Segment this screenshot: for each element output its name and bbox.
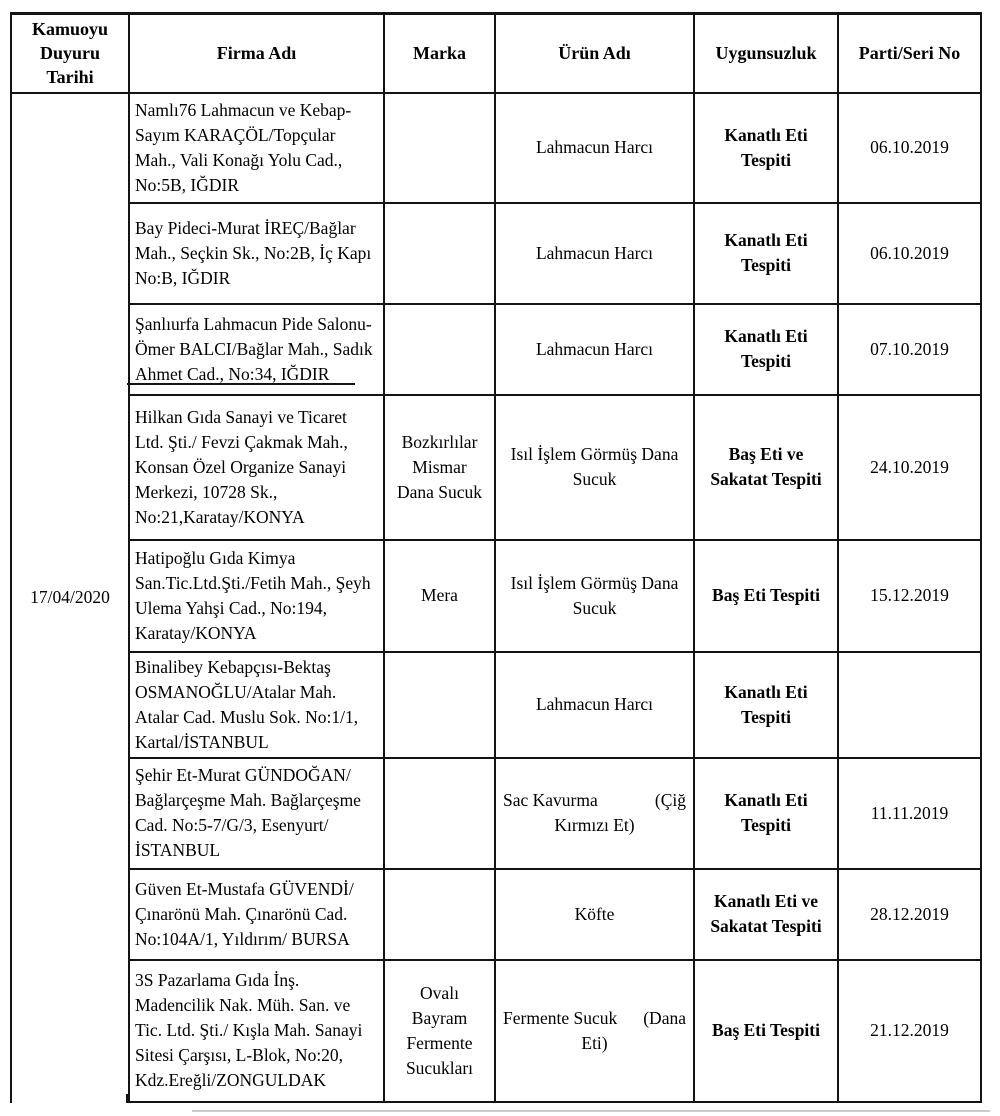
company-cell: Bay Pideci-Murat İREÇ/Bağlar Mah., Seçkin Sk., No:2B, İç Kapı No:B, IĞDIR	[129, 203, 384, 304]
product-line-right: (Dana	[643, 1007, 686, 1028]
date-column-right-border-continuation	[126, 1094, 128, 1103]
page-bottom-scan-artifact	[192, 1110, 990, 1112]
table-row	[11, 93, 981, 203]
product-line-centered: Eti)	[581, 1032, 608, 1053]
header-company-name: Firma Adı	[129, 14, 384, 93]
batch-no-cell: 24.10.2019	[838, 395, 981, 540]
product-cell: Lahmacun Harcı	[495, 652, 694, 758]
product-line-left: Sac Kavurma	[503, 790, 598, 810]
table-row	[11, 758, 981, 869]
brand-cell	[384, 304, 495, 395]
table-row	[11, 869, 981, 960]
product-cell: Lahmacun Harcı	[495, 93, 694, 203]
company-cell: Şanlıurfa Lahmacun Pide Salonu-Ömer BALCI/Bağlar Mah., Sadık Ahmet Cad., No:34, IĞDIR	[129, 304, 384, 395]
brand-line: Bayram	[411, 1007, 468, 1028]
brand-cell	[384, 960, 495, 1102]
product-cell: Lahmacun Harcı	[495, 304, 694, 395]
batch-no-cell: 21.12.2019	[838, 960, 981, 1102]
nonconformity-cell: Kanatlı Eti ve Sakatat Tespiti	[694, 869, 838, 960]
product-line-centered: Kırmızı Et)	[554, 815, 635, 835]
batch-no-cell: 11.11.2019	[838, 758, 981, 869]
announcement-date-cell: 17/04/2020	[11, 93, 129, 1102]
batch-no-cell: 15.12.2019	[838, 540, 981, 652]
product-cell: Lahmacun Harcı	[495, 203, 694, 304]
nonconformity-cell: Baş Eti Tespiti	[694, 540, 838, 652]
company-cell: Güven Et-Mustafa GÜVENDİ/Çınarönü Mah. Çınarönü Cad. No:104A/1, Yıldırım/ BURSA	[129, 869, 384, 960]
brand-line: Fermente	[406, 1032, 473, 1053]
product-cell: Isıl İşlem Görmüş Dana Sucuk	[495, 395, 694, 540]
brand-line: Dana Sucuk	[396, 481, 483, 502]
brand-line: Sucukları	[405, 1057, 474, 1078]
product-line-right: (Çiğ	[654, 790, 686, 810]
brand-cell	[384, 93, 495, 203]
header-product-name: Ürün Adı	[495, 14, 694, 93]
batch-no-cell: 07.10.2019	[838, 304, 981, 395]
brand-cell	[384, 395, 495, 540]
nonconformity-cell: Kanatlı Eti Tespiti	[694, 93, 838, 203]
brand-cell	[384, 869, 495, 960]
batch-no-cell: 06.10.2019	[838, 203, 981, 304]
product-line-left: Fermente Sucuk	[503, 1007, 618, 1028]
brand-cell: Mera	[384, 540, 495, 652]
brand-line: Bozkırlılar	[401, 431, 478, 452]
brand-cell	[384, 758, 495, 869]
table-row	[11, 540, 981, 652]
company-cell: Namlı76 Lahmacun ve Kebap-Sayım KARAÇÖL/Topçular Mah., Vali Konağı Yolu Cad., No:5B, IĞDIR	[129, 93, 384, 203]
nonconformity-cell: Baş Eti Tespiti	[694, 960, 838, 1102]
brand-line: Ovalı	[420, 982, 459, 1003]
batch-no-cell: 06.10.2019	[838, 93, 981, 203]
table-row	[11, 652, 981, 758]
brand-cell	[384, 652, 495, 758]
nonconformity-cell: Kanatlı Eti Tespiti	[694, 304, 838, 395]
scan-underline-artifact	[127, 383, 355, 385]
header-nonconformity: Uygunsuzluk	[694, 14, 838, 93]
product-line-justified	[502, 788, 687, 813]
company-cell: Hilkan Gıda Sanayi ve Ticaret Ltd. Şti./ Fevzi Çakmak Mah., Konsan Özel Organize Sanayi Merkezi, 10728 Sk., No:21,Karatay/KONYA	[129, 395, 384, 540]
product-cell	[495, 960, 694, 1102]
table-row	[11, 304, 981, 395]
table-row	[11, 395, 981, 540]
nonconformity-cell: Baş Eti ve Sakatat Tespiti	[694, 395, 838, 540]
header-brand: Marka	[384, 14, 495, 93]
table-row	[11, 960, 981, 1102]
batch-no-cell	[838, 652, 981, 758]
product-cell	[495, 758, 694, 869]
header-row	[11, 14, 981, 93]
nonconformity-cell: Kanatlı Eti Tespiti	[694, 758, 838, 869]
company-cell: Şehir Et-Murat GÜNDOĞAN/ Bağlarçeşme Mah. Bağlarçeşme Cad. No:5-7/G/3, Esenyurt/İSTANBUL	[129, 758, 384, 869]
batch-no-cell: 28.12.2019	[838, 869, 981, 960]
company-cell: Binalibey Kebapçısı-Bektaş OSMANOĞLU/Atalar Mah. Atalar Cad. Muslu Sok. No:1/1, Kartal/İSTANBUL	[129, 652, 384, 758]
company-cell: 3S Pazarlama Gıda İnş. Madencilik Nak. Müh. San. ve Tic. Ltd. Şti./ Kışla Mah. Sanayi Sitesi Çarşısı, L-Blok, No:20, Kdz.Ereğli/ZONGULDAK	[129, 960, 384, 1102]
brand-cell	[384, 203, 495, 304]
nonconformity-cell: Kanatlı Eti Tespiti	[694, 652, 838, 758]
product-line-justified	[502, 1006, 687, 1031]
product-cell: Isıl İşlem Görmüş Dana Sucuk	[495, 540, 694, 652]
company-cell: Hatipoğlu Gıda Kimya San.Tic.Ltd.Şti./Fetih Mah., Şeyh Ulema Yahşi Cad., No:194, Karatay/KONYA	[129, 540, 384, 652]
header-batch-serial-no: Parti/Seri No	[838, 14, 981, 93]
nonconformity-cell: Kanatlı Eti Tespiti	[694, 203, 838, 304]
header-announcement-date: Kamuoyu Duyuru Tarihi	[11, 14, 129, 93]
date-column-left-border-continuation	[10, 1094, 12, 1103]
table-row	[11, 203, 981, 304]
recall-announcement-table	[10, 12, 982, 1103]
product-cell: Köfte	[495, 869, 694, 960]
brand-line: Mismar	[412, 456, 467, 477]
